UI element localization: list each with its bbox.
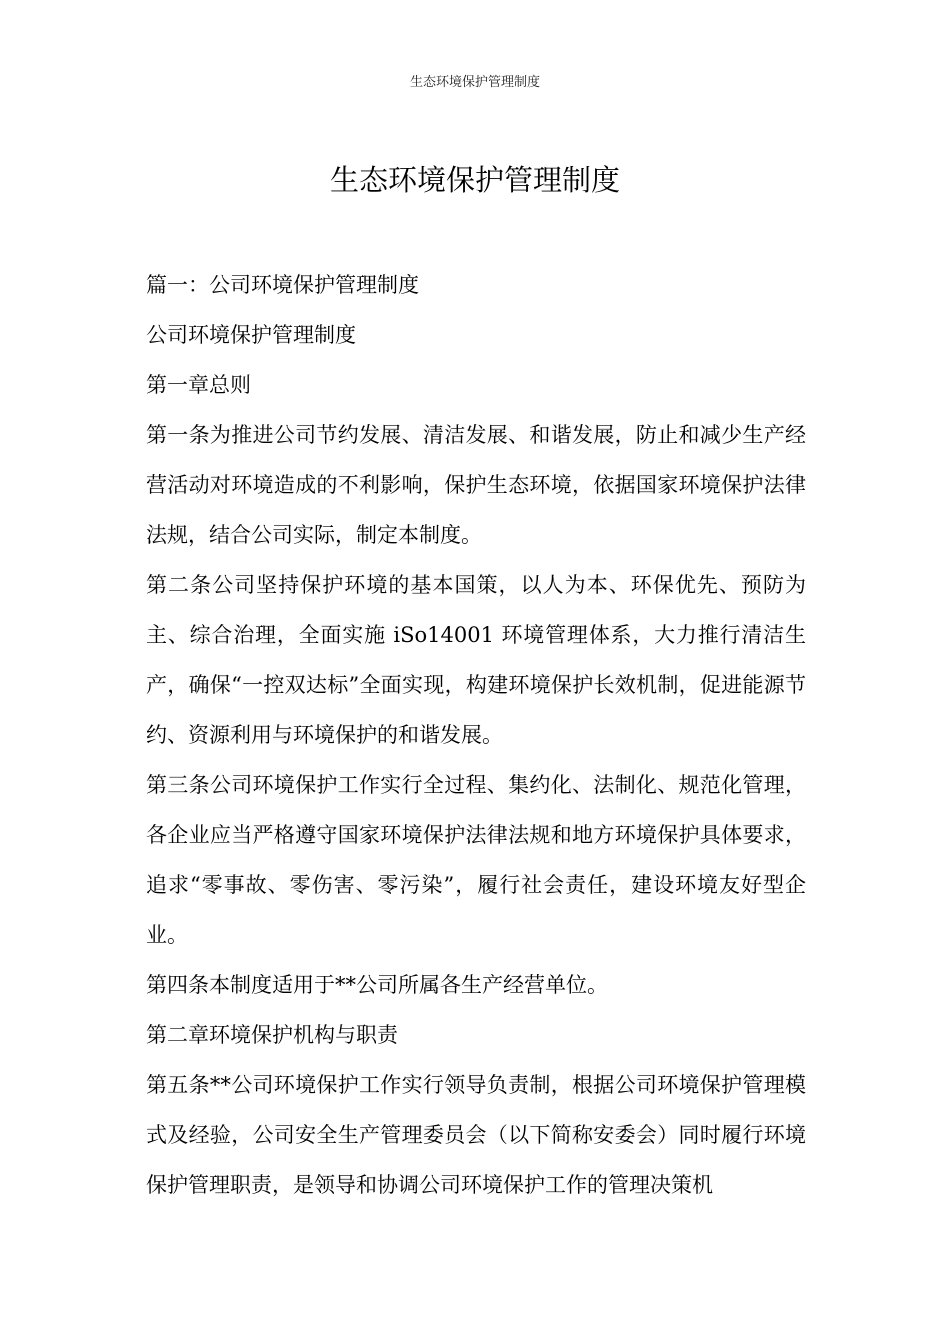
article-paragraph: 第三条公司环境保护工作实行全过程、集约化、法制化、规范化管理，各企业应当严格遵守国家环境保护法律法规和地方环境保护具体要求，追求“零事故、零伤害、零污染”，履行社会责任，建设环境友好型企业。 [146, 773, 806, 947]
chapter-heading: 第二章环境保护机构与职责 [146, 1023, 398, 1047]
article-paragraph: 第一条为推进公司节约发展、清洁发展、和谐发展，防止和减少生产经营活动对环境造成的不利影响，保护生态环境，依据国家环境保护法律法规，结合公司实际，制定本制度。 [146, 423, 806, 547]
document-body [146, 260, 806, 1210]
document-title: 生态环境保护管理制度 [329, 163, 620, 197]
sub-title: 公司环境保护管理制度 [146, 323, 356, 347]
article-paragraph: 第四条本制度适用于**公司所属各生产经营单位。 [146, 973, 608, 997]
running-header: 生态环境保护管理制度 [409, 75, 540, 90]
article-paragraph: 第二条公司坚持保护环境的基本国策，以人为本、环保优先、预防为主、综合治理，全面实施 iSo14001 环境管理体系，大力推行清洁生产，确保“一控双达标”全面实现，构建环境保护长效机制，促进能源节约、资源利用与环境保护的和谐发展。 [146, 573, 806, 747]
article-paragraph: 第五条**公司环境保护工作实行领导负责制，根据公司环境保护管理模式及经验，公司安全生产管理委员会（以下简称安委会）同时履行环境保护管理职责，是领导和协调公司环境保护工作的管理决策机 [146, 1073, 806, 1197]
chapter-heading: 第一章总则 [146, 373, 251, 397]
section-heading: 篇一：公司环境保护管理制度 [146, 273, 419, 297]
